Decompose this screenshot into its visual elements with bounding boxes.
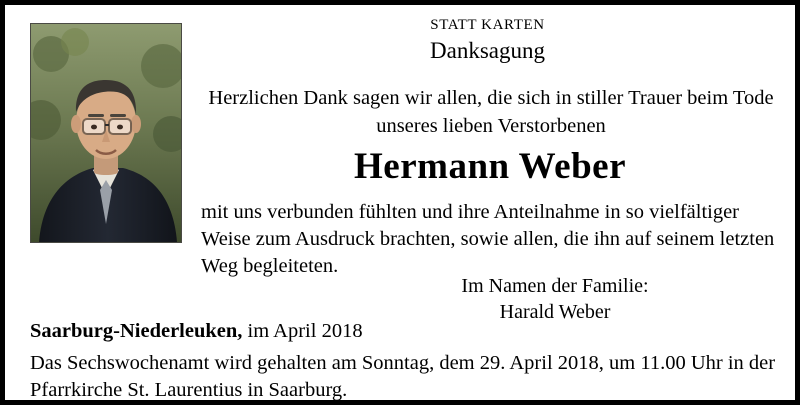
service-info: Das Sechswochenamt wird gehalten am Sonntag, dem 29. April 2018, um 11.00 Uhr in der Pfarrkirche St. Laurentius in Saarburg. xyxy=(30,352,776,401)
page-title: Danksagung xyxy=(430,38,545,63)
portrait-photo-of-deceased xyxy=(30,23,182,243)
portrait-illustration xyxy=(31,24,181,242)
obituary-inner xyxy=(5,5,795,400)
city-date-line xyxy=(30,320,363,343)
city-label: Saarburg-Niederleuken, xyxy=(30,320,243,342)
body-paragraph: mit uns verbunden fühlten und ihre Anteilnahme in so vielfältiger Weise zum Ausdruck brachten, sowie allen, die ihn auf seinem letzten Weg begleiteten. xyxy=(201,201,775,277)
family-block xyxy=(335,273,775,325)
date-label: im April 2018 xyxy=(247,320,363,342)
family-name: Harald Weber xyxy=(499,301,611,323)
intro-paragraph: Herzlichen Dank sagen wir allen, die sich in stiller Trauer beim Tode unseres lieben Verstorbenen xyxy=(208,87,774,137)
statt-karten-label: STATT KARTEN xyxy=(430,17,545,33)
family-line: Im Namen der Familie: xyxy=(461,275,649,297)
deceased-name: Hermann Weber xyxy=(354,146,626,187)
notice-heading-block xyxy=(195,15,780,66)
